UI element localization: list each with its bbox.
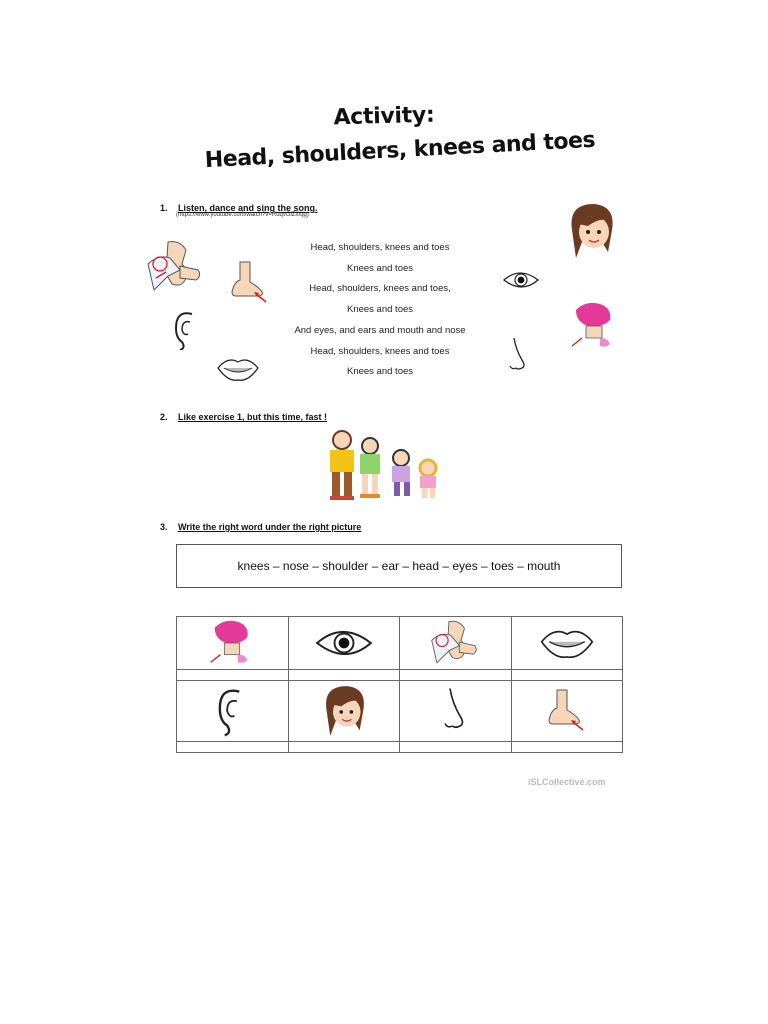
eye-icon xyxy=(314,623,374,663)
ear-icon xyxy=(215,684,249,738)
exercise-2-instruction: Like exercise 1, but this time, fast ! xyxy=(177,412,328,422)
exercise-2-number: 2. xyxy=(160,412,168,422)
exercise-2-header xyxy=(160,407,327,425)
lyric-line: Knees and toes xyxy=(346,263,414,274)
word-bank: knees – nose – shoulder – ear – head – eyes – toes – mouth xyxy=(176,544,622,588)
children-illustration xyxy=(322,428,446,502)
mouth-icon xyxy=(216,354,260,384)
grid-cell-ear xyxy=(177,681,289,742)
exercise-1-number: 1. xyxy=(160,203,168,213)
lyric-line: And eyes, and ears and mouth and nose xyxy=(294,325,466,336)
grid-cell-foot xyxy=(511,681,623,742)
nose-icon xyxy=(506,336,530,376)
answer-cell[interactable] xyxy=(400,742,512,753)
title-song: Head, shoulders, knees and toes xyxy=(204,127,596,174)
head-icon xyxy=(321,684,367,738)
title-activity: Activity: xyxy=(333,102,435,131)
watermark: iSLCollective.com xyxy=(528,777,606,787)
shoulder-icon xyxy=(429,618,481,668)
exercise-3-number: 3. xyxy=(160,522,168,532)
grid-cell-nose xyxy=(400,681,512,742)
answer-row xyxy=(177,670,623,681)
answer-cell[interactable] xyxy=(177,742,289,753)
exercise-3-header xyxy=(160,517,361,535)
answer-cell[interactable] xyxy=(511,742,623,753)
answer-cell[interactable] xyxy=(288,742,400,753)
knee-icon xyxy=(570,300,618,352)
ear-icon xyxy=(172,310,200,350)
foot-icon xyxy=(545,687,589,735)
lyric-line: Knees and toes xyxy=(346,366,414,377)
song-url: (https://www.youtube.com/watch?v=RuqvGiZi0qg) xyxy=(176,212,309,218)
grid-cell-mouth xyxy=(511,617,623,670)
grid-cell-head xyxy=(288,681,400,742)
answer-cell[interactable] xyxy=(511,670,623,681)
shoulder-icon xyxy=(146,238,204,296)
head-icon xyxy=(566,202,616,260)
exercise-3-instruction: Write the right word under the right picture xyxy=(177,522,362,532)
knee-icon xyxy=(208,618,256,668)
answer-cell[interactable] xyxy=(177,670,289,681)
answer-cell[interactable] xyxy=(400,670,512,681)
grid-cell-knee xyxy=(177,617,289,670)
eye-icon xyxy=(502,268,540,292)
grid-row xyxy=(177,617,623,670)
lyric-line: Head, shoulders, knees and toes xyxy=(310,346,450,357)
foot-icon xyxy=(228,260,272,306)
lyric-line: Knees and toes xyxy=(346,304,414,315)
mouth-icon xyxy=(539,624,595,662)
grid-row xyxy=(177,681,623,742)
lyric-line: Head, shoulders, knees and toes xyxy=(310,242,450,253)
picture-grid xyxy=(176,616,623,753)
answer-cell[interactable] xyxy=(288,670,400,681)
grid-cell-eye xyxy=(288,617,400,670)
grid-cell-shoulder xyxy=(400,617,512,670)
lyric-line: Head, shoulders, knees and toes, xyxy=(309,283,451,294)
answer-row xyxy=(177,742,623,753)
nose-icon xyxy=(440,685,470,737)
exercise-1-instruction: Listen, dance and sing the song. xyxy=(177,203,318,213)
